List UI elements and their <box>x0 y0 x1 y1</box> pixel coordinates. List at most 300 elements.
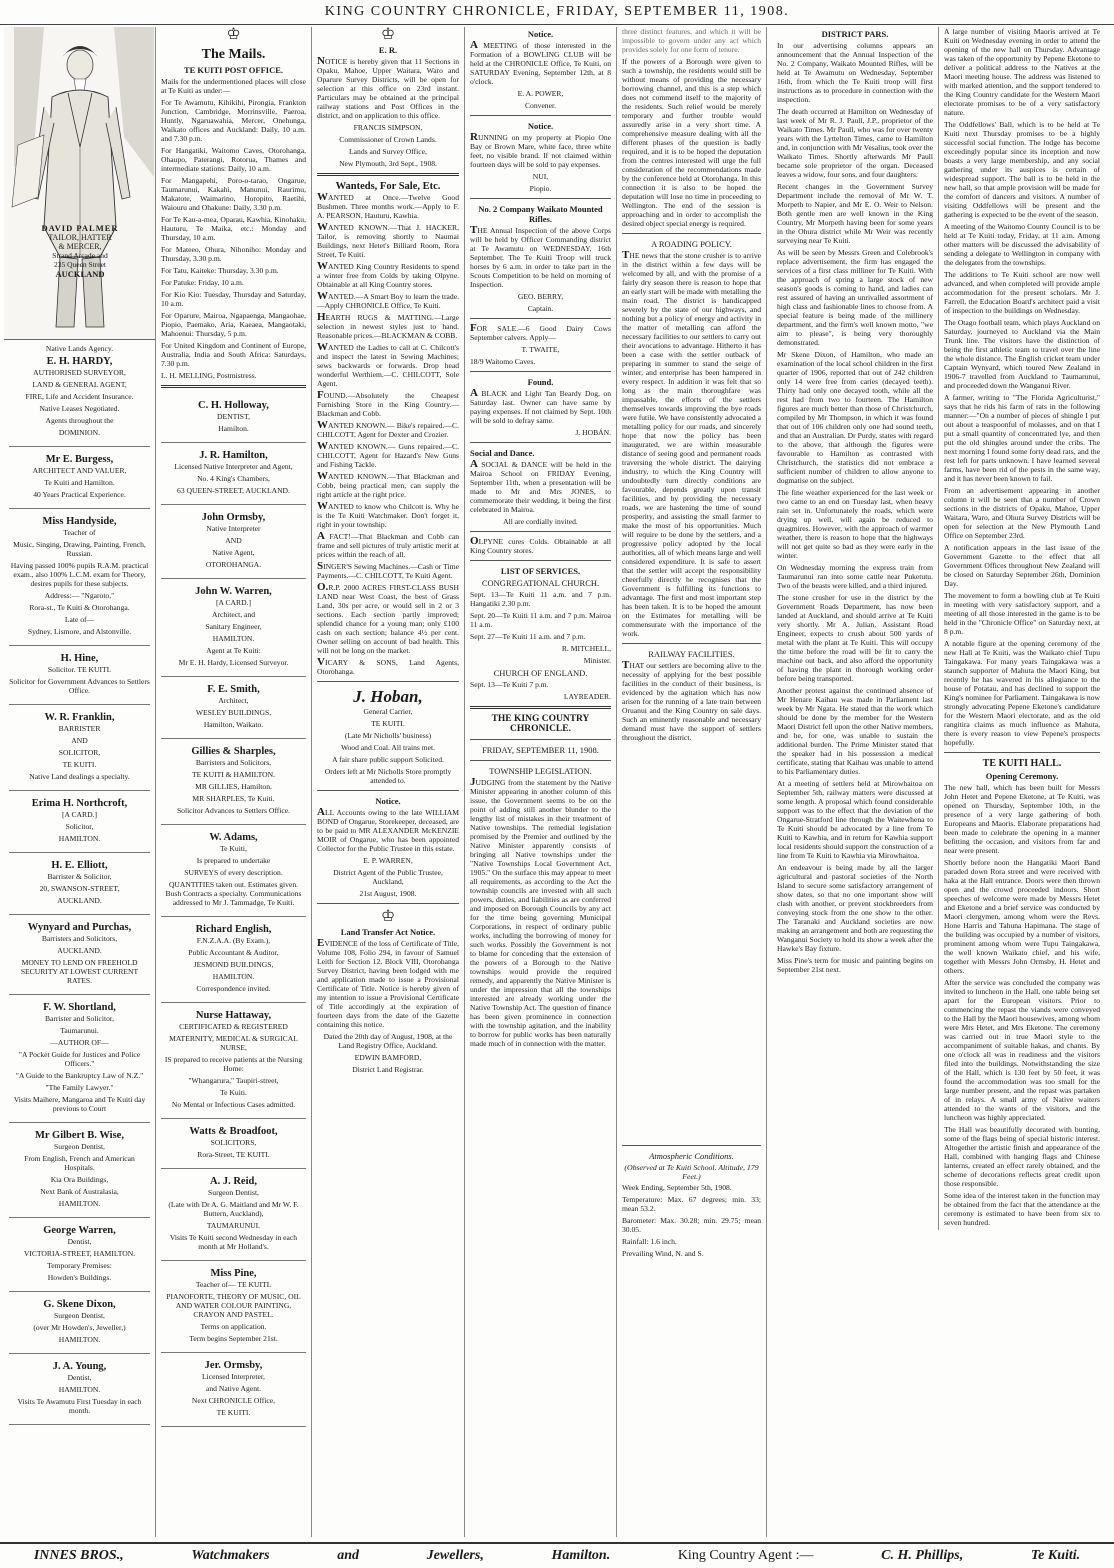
card-name: John W. Warren, <box>195 586 272 597</box>
card-line: (Late with Dr A. G. Maitland and Mr W. F. Buttern, Auckland), <box>168 1200 299 1218</box>
card-line: Barrister & Solicitor, <box>47 872 112 881</box>
paragraph: The Oddfellows' Ball, which is to be held at Te Kuiti next Thursday promises to be a highly successful social function. The lodge has become exceedingly popular since its inception and now boasts a very large membership, and any social gathering under its auspices is certain of widespread support. The ball is to be held in the new hall, so that ample provision will be made for the comfort of dancers and visitors. A number of visiting Oddfellows will be present and the gathering is expected to be the event of the season. <box>944 120 1100 219</box>
column-5 <box>617 27 767 1537</box>
professional-cards <box>9 340 150 1425</box>
business-card <box>161 393 306 443</box>
footer-agent-name: C. H. Phillips, <box>881 1548 964 1563</box>
business-card <box>161 917 306 1003</box>
card-name: Richard English, <box>195 924 272 935</box>
column-3 <box>312 27 465 1537</box>
business-card <box>161 443 306 505</box>
paragraph: In our advertising columns appears an announcement that the Annual Inspection of the No. 2 Company, Waikato Mounted Rifles, will be held at Te Awamutu on Wednesday, September 16th, from which the Te Kuiti troop will first instructions as to procedure in connection with the inspection. <box>777 41 933 104</box>
social-text: A SOCIAL & DANCE will be held in the Mairoa School on FRIDAY Evening, September 11th, when a presentation will be made to Mr and Mrs JONES, to commemorate their wedding, it being the first celebrated in Mairoa. <box>470 458 611 514</box>
tailor-line: & MERCER, <box>58 242 102 251</box>
card-line: Visits Maihere, Mangaroa and Te Kuiti day previous to Court <box>13 1095 146 1113</box>
card-line: AUCKLAND. <box>57 896 102 905</box>
business-card <box>9 646 150 705</box>
roading-title: A ROADING POLICY. <box>651 239 732 249</box>
card-name: Miss Handyside, <box>42 516 117 527</box>
business-card <box>161 1169 306 1261</box>
card-line: Barrister and Solicitor, <box>44 1014 115 1023</box>
card-line: CERTIFICATED & REGISTERED <box>179 1022 288 1031</box>
card-name: Nurse Hattaway, <box>195 1010 272 1021</box>
paragraph: WANTED KNOWN.—That J. HACKER, Tailor, is removing shortly to Naumai Buildings, next Hetet's Billiard Room, Rora Street, Te Kuiti. <box>317 221 459 259</box>
accounts-notice-signature <box>317 856 459 898</box>
card-name: H. Hine, <box>60 653 99 664</box>
paragraph: O.R.P. 2000 ACRES FIRST-CLASS BUSH LAND near West Coast, the best of Grass Land, 30s per acre, or would sell in 2 or 3 sections. Each section partly improved; splendid chance for a young man; only £100 cash on each section; balance 4½ per cent. Owner selling on account of bad health. This will not be long on the market. <box>317 581 459 655</box>
social-invite: All are cordially invited. <box>503 517 578 526</box>
paragraph: For Patuke: Friday, 10 a.m. <box>161 278 244 287</box>
signature: Convener. <box>524 101 556 110</box>
tailor-line: 235 Queen Street <box>53 260 107 269</box>
card-line: TE KUITI. <box>62 760 97 769</box>
bowling-notice-title: Notice. <box>527 29 554 39</box>
card-name: G. Skene Dixon, <box>43 1299 116 1310</box>
card-line: Te Kuiti and Hamilton. <box>44 478 115 487</box>
card-line: Teacher of <box>63 528 96 537</box>
card-line: MR SHARPLES, Te Kuiti. <box>192 794 275 803</box>
signature: T. TWAITE, <box>521 345 560 354</box>
card-line: Solicitor. TE KUITI. <box>47 665 112 674</box>
atmospheric-line: Barometer: Max. 30.28; min. 29.75; mean 30.05. <box>622 1216 761 1234</box>
card-line: Agents throughout the <box>45 416 114 425</box>
crest-icon: ♔ <box>226 27 241 43</box>
congregational-title: CONGREGATIONAL CHURCH. <box>481 578 600 588</box>
card-line: TE KUITI. <box>216 1408 251 1417</box>
card-line: MONEY TO LEND ON FREEHOLD SECURITY AT LOWEST CURRENT RATES. <box>20 958 139 985</box>
paragraph: A meeting of the Waitomo County Council is to be held at Te Kuiti today, Friday, at 11 a.m. Among other matters will be discussed the advisability of sending a delegate to Wellington in company with the delegates from the townships. <box>944 222 1100 267</box>
paragraph: A notification appears in the last issue of the Government Gazette to the effect that all Government Offices throughout New Zealand will be closed on Saturday September 26th, Dominion Day. <box>944 543 1100 588</box>
paragraph: The Hall was beautifully decorated with bunting, some of the flags being of special historic interest. Altogether the artistic finish and appearance of the Hall, combined with hanging flags and Chinese lanterns, created an effect rarely obtained, and the scheme of decorations reflects great credit upon those responsible. <box>944 1125 1100 1188</box>
paragraph: For Te Kau-a-mea, Oparau, Kawhia, Kinohaku, Hauturu, Te Maika, etc.: Monday and Thursday, 10 a.m. <box>161 215 306 242</box>
card-line: Solicitor for Government Advances to Settlers Office. <box>9 677 150 695</box>
district-pars-left <box>772 27 939 1230</box>
signature: GEO. BERRY, <box>517 292 564 301</box>
land-notice-signature <box>317 123 459 168</box>
running-notice-text: RUNNING on my property at Piopio One Bay or Brown Mare, white face, three white feet, no visible brand. If not claimed within fourteen days will be sold to pay expenses. <box>470 131 611 169</box>
business-card <box>161 505 306 579</box>
card-name: F. W. Shortland, <box>43 1002 116 1013</box>
column-2 <box>156 27 312 1537</box>
card-line: Solicitor Advances to Settlers Office. <box>176 806 291 815</box>
mails-list <box>161 77 306 380</box>
card-name: J. A. Young, <box>52 1361 107 1372</box>
faded-text-area <box>622 745 761 1140</box>
paragraph: As will be seen by Messrs Green and Colebrook's replace advertisement, the firm has engaged the services of a first class milliner for Te Kuiti. With the approach of spring a large stock of new season's goods is coming to hand, and ladies can rest assured of having an unrivalled assortment of high class and fashionable lines to choose from. A special feature is being made of the millinery department, and the firm's well known motto, "we aim to please", is being very thoroughly demonstrated. <box>777 248 933 347</box>
tailor-ad-text <box>4 223 156 279</box>
card-line: "A Pocket Guide for Justices and Police Officers." <box>18 1050 141 1068</box>
paragraph: On Wednesday morning the express train from Taumarunui ran into some cattle near Puketutu. Two of the beasts were killed, and a third injured. <box>777 563 933 590</box>
paragraph: 21st August, 1908. <box>359 889 417 898</box>
paragraph: SINGER'S Sewing Machines.—Cash or Time Payments.—C. CHILCOTT, Te Kuiti Agent. <box>317 560 459 580</box>
card-name: W. Adams, <box>209 832 258 843</box>
business-card <box>9 853 150 915</box>
transfer-notice-text: EVIDENCE of the loss of Certificate of Title, Volume 108, Folio 294, in favour of Samuel Leith for Section 12, Block VIII, Otorohanga Survey District, having been lodged with me and application made to issue a Provisional Certificate of Title. Notice is hereby given of my intention to issue a Provisional Certificate of Title accordingly at the expiration of fourteen days from the date of the Gazette containing this notice. <box>317 937 459 1029</box>
card-line: No. 4 King's Chambers, <box>197 474 270 483</box>
card-name: Gillies & Sharples, <box>191 746 276 757</box>
card-line: Te Kuiti. <box>220 1088 247 1097</box>
card-name: Erima H. Northcroft, <box>31 798 128 809</box>
paragraph: New Plymouth, 3rd Sept., 1908. <box>339 159 437 168</box>
district-pars-title: DISTRICT PARS. <box>821 29 889 39</box>
card-line: JESMOND BUILDINGS, <box>193 960 274 969</box>
footer-agent-town: Te Kuiti. <box>1030 1548 1081 1563</box>
bowling-notice-text: A MEETING of those interested in the Formation of a BOWLING CLUB will be held at the CHRONICLE Office, Te Kuiti, on SATURDAY Evening, September 12th, at 8 o'clock. <box>470 39 611 86</box>
divider <box>317 790 459 791</box>
card-name: A. J. Reid, <box>210 1176 257 1187</box>
card-line: Mr E. H. Hardy, Licensed Surveyor. <box>178 658 289 667</box>
paragraph: WANTED to know who Chilcott is. Why he is the Te Kuiti Watchmaker. Don't forget it, right in your township. <box>317 500 459 529</box>
card-line: Visits Te Kuiti second Wednesday in each month at Mr Holland's. <box>169 1233 298 1251</box>
hall-subtitle: Opening Ceremony. <box>985 771 1059 781</box>
business-card <box>9 340 150 447</box>
paragraph: From an advertisement appearing in another column it will be seen that a number of Crown sections in the districts of Opaku, Mahoe, Upper Waitara, Waro, and Ohura Survey Districts will be open for selection at the New Plymouth Land Office on September 23rd. <box>944 486 1100 540</box>
signature: 18/9 Waitomo Caves. <box>470 357 536 366</box>
business-card <box>9 915 150 995</box>
atmospheric-line: Prevailing Wind, N. and S. <box>622 1249 704 1258</box>
card-name: J. R. Hamilton, <box>199 450 268 461</box>
service-line: Sept. 20—Te Kuiti 11 a.m. and 7 p.m. Mairoa 11 a.m. <box>470 611 611 629</box>
card-line: Native Land dealings a specialty. <box>29 772 130 781</box>
leader-continued: three distinct features, and which it will be impossible to govern under any act which provides solely for one form of tenure. <box>622 27 761 54</box>
card-line: Term begins September 21st. <box>189 1334 278 1343</box>
card-line: BARRISTER <box>58 724 101 733</box>
column-6 <box>767 27 1110 1537</box>
card-line: "A Guide to the Bankruptcy Law of N.Z." <box>15 1071 144 1080</box>
business-card <box>161 1119 306 1169</box>
hoban-name: J. Hoban, <box>353 687 423 706</box>
card-line: WESLEY BUILDINGS, <box>195 708 272 717</box>
card-name: George Warren, <box>43 1225 116 1236</box>
footer-word: Jewellers, <box>426 1548 484 1563</box>
card-line: Having passed 100% pupils R.A.M. practical exam., also 100% L.C.M. exam for Theory, desires pupils for these subjects. <box>10 561 149 588</box>
paragraph: L. H. MELLING, Postmistress. <box>161 371 257 380</box>
paragraph: The movement to form a bowling club at Te Kuiti in meeting with very satisfactory support, and a meeting of all those interested in the game is to be held in the "Chronicle Office" on Saturday next, at 8 p.m. <box>944 591 1100 636</box>
card-line: MR GILLIES, Hamilton. <box>195 782 272 791</box>
divider <box>317 681 459 682</box>
paragraph: Commissioner of Crown Lands. <box>339 135 437 144</box>
card-line: TAUMARUNUI. <box>206 1221 261 1230</box>
card-line: No Mental or Infectious Cases admitted. <box>171 1100 296 1109</box>
card-line: DOMINION. <box>58 428 101 437</box>
card-line: SOLICITOR, <box>58 748 101 757</box>
notice-heading: E. R. <box>378 45 398 55</box>
paragraph: The Otago football team, which plays Auckland on Saturday, journeyed to Auckland via the Main Trunk line. The visitors have the distinction of being the first athletic team to travel over the line the whole distance. The English cricket team under Captain Wynyard, which toured New Zealand in 1906-7 travelled from Auckland to Taumarunui, and proceeded down the Wanganui River. <box>944 318 1100 390</box>
card-line: Is prepared to undertake <box>196 856 271 865</box>
district-pars-right <box>939 27 1105 1230</box>
paragraph: A notable figure at the opening ceremony of the new Hall at Te Kuiti, was the Waikato chief Tupu Taingakawa. For many years Taingakawa was a staunch supporter of Mahuta the Maori King, but recently he has wavered in his allegiance to the house of Potatau, and has declined to support the King's nominee for Parliament. Taingakawa is now strongly advocating Pepene Eketone's candidature for the Western Maori electorate, and as the old rangitira claims as much influence as Mahuta, there is every reason to view Pepene's prospects hopefully. <box>944 639 1100 747</box>
mails-title: The Mails. <box>201 47 266 62</box>
card-line: MATERNITY, MEDICAL & SURGICAL NURSE, <box>169 1034 298 1052</box>
roading-text: THE news that the stone crusher is to arrive in the district within a few days will be welcomed by all, and with the promise of a fairly dry season there is reason to hope that an early start will be made with metalling the main road. The district is handicapped severely by the state of our highways, and nothing but a policy of energy and activity in the matter of metalling can afford the necessary facilities to our settlers to carry out their avocations to advantage. Hitherto it has been a case with the settler outback of preparing in summer to stand the seige of winter, and enterprise has been hampered in every respect. In addition it was felt that so long as the main thoroughfare was impassable, the efforts of the settlers themselves towards improving the bye roads were futile. We have consistently advocated a metalling policy for our roads, and sincerely hope that now the policy has been inaugurated, we are within measurable distance of seeing good and permanent roads traversing the whole district. The dairying industry, to which the King Country will undoubtedly turn directly conditions are favourable, depends greatly upon transit facilities, and by providing the necessary roads, we are hastening the time of sound prosperity, and assisting the small farmer to make the most of his opportunities. Much will require to be done by the settlers, and a progressive policy adopted by the local authorities, all of which means large and well considered expenditure. It is safe to assert that the settler will accept the responsibility cheerfully directly he recognises that the Government is fulfilling its functions to advantage. The first and most important step has been taken. It is to be hoped the amount on the Estimates for metalling will be commensurate with the importance of the work. <box>622 249 761 638</box>
footer-word: Hamilton. <box>551 1548 611 1563</box>
card-line: "The Family Lawyer." <box>45 1083 114 1092</box>
tailor-line: AUCKLAND <box>55 269 105 279</box>
for-sale-text: FOR SALE.—6 Good Dairy Cows September calvers. Apply— <box>470 322 611 342</box>
card-line: IS prepared to receive patients at the Nursing Home: <box>164 1055 303 1073</box>
card-line: SURVEYS of every description. <box>184 868 283 877</box>
card-name: F. E. Smith, <box>207 684 260 695</box>
paragraph: For Kio Kio: Tuesday, Thursday and Saturday, 10 a.m. <box>161 290 306 308</box>
card-line: 20, SWANSON-STREET, <box>39 884 120 893</box>
footer-word: Watchmakers <box>191 1548 270 1563</box>
card-line: Surgeon Dentist, <box>208 1188 259 1197</box>
paragraph: WANTED KNOWN.— Bike's repaired.—C. CHILCOTT, Agent for Dexter and Crozier. <box>317 419 459 439</box>
paragraph: Shortly before noon the Hangatiki Maori Band paraded down Rora street and were received with haka at the Hall entrance. Doors were then thrown open and the crowd proceeded indoors. Short speeches of welcome were made by Messrs Hetet and Eketone and a brief service was conducted by Maori clergymen, among whom were the Revs. Hone Harris and Tahuna Hapimana. The stage of the building was occupied by a number of visitors, prominent among whom were Tupu Taingakawa, the well known Waikato chief, and his wife, together with Messrs John Ormsby, H. Hetet and others. <box>944 858 1100 975</box>
card-line: HAMILTON. <box>212 634 255 643</box>
paragraph: FRANCIS SIMPSON, <box>353 123 423 132</box>
mails-subtitle: TE KUITI POST OFFICE. <box>183 65 284 75</box>
business-card <box>161 739 306 825</box>
leader-title: TOWNSHIP LEGISLATION. <box>489 766 592 776</box>
business-card <box>9 447 150 509</box>
paragraph: The additions to Te Kuiti school are now well advanced, and when completed will provide ample accommodation for the present scholars. Mr J. Farrell, the Education Board's architect paid a visit of inspection to the buildings on Wednesday. <box>944 270 1100 315</box>
card-name: Mr Gilbert B. Wise, <box>35 1130 124 1141</box>
card-line: Surgeon Dentist, <box>54 1311 105 1320</box>
card-line: DENTIST, <box>217 412 250 421</box>
paragraph: Some idea of the interest taken in the function may be obtained from the fact that the attendance at the ceremony is estimated to have been from six to seven hundred. <box>944 1191 1100 1227</box>
card-line: Correspondence invited. <box>196 984 271 993</box>
card-line: Visits Te Awamutu First Tuesday in each month. <box>17 1397 142 1415</box>
footer-advert <box>0 1542 1114 1568</box>
railway-title: RAILWAY FACILITIES. <box>648 649 735 659</box>
tailor-illustration <box>4 27 156 339</box>
footer-firm: INNES BROS., <box>33 1548 124 1563</box>
paper-title: THE KING COUNTRY CHRONICLE. <box>491 714 590 734</box>
card-line: [A CARD.] <box>215 598 252 607</box>
hoban-details <box>317 707 459 785</box>
signature: Minister. <box>583 656 611 665</box>
paragraph: For Te Awamutu, Kihikihi, Pirongia, Frankton Junction, Cambridge, Morrinsville, Paeroa, Huntly, Ngaruawahia, Mercer, Onehunga, Waikato offices and Auckland: Daily, 10 a.m. and 7.30 p.m. <box>161 98 306 143</box>
card-name: Watts & Broadfoot, <box>189 1126 278 1137</box>
card-line: AUTHORISED SURVEYOR, <box>33 368 126 377</box>
card-line: Architect, <box>218 696 249 705</box>
transfer-notice-title: Land Transfer Act Notice. <box>340 927 436 937</box>
accounts-notice-title: Notice. <box>375 796 401 806</box>
card-line: ARCHITECT AND VALUER, <box>32 466 127 475</box>
paragraph: General Carrier, <box>363 707 413 716</box>
signature: Captain. <box>527 304 554 313</box>
business-card <box>161 677 306 739</box>
paragraph: Dated the 20th day of August, 1908, at the Land Registry Office, Auckland. <box>323 1032 453 1050</box>
card-line: Dentist, <box>67 1237 92 1246</box>
card-line: Rora-st., Te Kuiti & Otorohanga. <box>29 603 130 612</box>
card-line: HAMILTON. <box>58 1385 101 1394</box>
card-line: Solicitor, <box>65 822 94 831</box>
column-1 <box>4 27 156 1537</box>
tailor-name: DAVID PALMER <box>41 223 119 233</box>
card-line: 63 QUEEN-STREET, AUCKLAND. <box>177 486 290 495</box>
wanteds-title: Wanteds, For Sale, Etc. <box>335 181 441 192</box>
card-line: From English, French and American Hospitals. <box>24 1154 135 1172</box>
business-card <box>9 1354 150 1425</box>
paragraph: EDWIN BAMFORD, <box>354 1053 422 1062</box>
crest-icon: ♔ <box>380 27 396 43</box>
card-line: —AUTHOR OF— <box>50 1038 109 1047</box>
paper-date: FRIDAY, SEPTEMBER 11, 1908. <box>482 745 599 755</box>
paragraph: District Land Registrar. <box>352 1065 424 1074</box>
card-line: OTOROHANGA. <box>205 560 262 569</box>
paragraph: At a meeting of settlers held at Mirowhaitoa on September 5th, railway matters were discussed at some length. A proposal which found considerable support was to the effect that the deviation of the Ongarue-Stratford line through the Waitewhena to Te Kuiti should be advocated by a line from Te Kuiti to Kawhia, and in return for Kawhia support local residents should support the construction of a line from Te Kuiti to Kawhia via Mirowhaitoa. <box>777 779 933 860</box>
card-line: Temporary Premises: <box>47 1261 112 1270</box>
land-notice <box>317 57 459 120</box>
paragraph: A fair share public support Solicited. <box>332 755 444 764</box>
card-line: Music, Singing, Drawing, Painting, French, Russian. <box>13 540 146 558</box>
service-line: Sept. 27—Te Kuiti 11 a.m. and 7 p.m. <box>470 632 586 641</box>
paragraph: Mails for the undermentioned places will close at Te Kuiti as under:— <box>161 77 306 95</box>
card-line: HAMILTON. <box>58 834 101 843</box>
business-card <box>9 1218 150 1292</box>
church-of-england-title: CHURCH OF ENGLAND. <box>493 668 588 678</box>
atmospheric-week: Week Ending, September 5th, 1908. <box>622 1183 732 1192</box>
district-pars-list <box>944 27 1100 747</box>
paragraph: For Tatu, Kaiteke: Thursday, 3.30 p.m. <box>161 266 279 275</box>
crest-icon: ♔ <box>380 908 396 925</box>
card-line: Public Accountant & Auditor, <box>188 948 279 957</box>
card-line: Sydney, Lismore, and Alstonville. <box>27 627 132 636</box>
card-name: E. H. HARDY, <box>46 356 113 367</box>
railway-text: THAT our settlers are becoming alive to the necessity of applying for the best possible facilities in the conduct of their business, is evidenced by the agitation which has now arisen for the running of a late train between Oruanui and the King Country on sale days. Such an eminently reasonable and necessary demand must have the support of settlers throughout the district. <box>622 659 761 742</box>
paragraph: WANTED King Country Residents to spend a winter free from Colds by taking Olpyne. Obtainable at all King Country stores. <box>317 260 459 289</box>
found-title: Found. <box>527 377 554 387</box>
paragraph: FOUND.—Absolutely the Cheapest Furnishing Store in the King Country.—Blackman and Cobb. <box>317 389 459 418</box>
paragraph: After the service was concluded the company was invited to luncheon in the Hall, one table being set apart for the European visitors. Prior to commencing the repast the viands were conveyed to the Hall by the Maori housewives, among whom were Mrs Hetet, and Mrs Eketone. The ceremony was carried out in true Maori style to the accompaniment of suitable hakas, and chants. By one o'clock all was in readiness and the visitors filed into the buildings. Notwithstanding the size of the Hall, which is 130 feet by 50 feet, it was found the accommodation was too small for the large number present, and the repast was partaken of in relays. A small army of Native waiters attended to the wants of the visitors, and the luncheon was highly appreciated. <box>944 978 1100 1122</box>
paragraph: WANTED at Once.—Twelve Good Bushmen. Three months work.—Apply to F. A. PEARSON, Hauturu, Kawhia. <box>317 191 459 220</box>
card-name: Wynyard and Purchas, <box>27 922 132 933</box>
paragraph: The stone crusher for use in the district by the Government Roads Department, has now been landed at Auckland, and should arrive at Te Kuiti very shortly. Mr A. Julian, Assistant Road Engineer, expects to crush about 500 yards of metal with the plant at Te Kuiti. This will occupy the time before the road will be fit to carry the machine out back, and also afford the opportunity of having the plant in thorough working order before being transported. <box>777 593 933 683</box>
district-pars-list <box>777 41 933 974</box>
social-title: Social and Dance. <box>470 448 535 458</box>
card-line: Terms on application. <box>200 1322 267 1331</box>
paragraph: For Hangatiki, Waitomo Caves, Otorohanga, Ohaupo, Paterangi, Rotorua, Thames and intermediate stations: Daily, 10 a.m. <box>161 146 306 173</box>
signature: Piopio. <box>529 184 552 193</box>
transfer-notice-signature <box>317 1032 459 1074</box>
rifles-title: No. 2 Company Waikato Mounted Rifles. <box>478 204 603 224</box>
business-card <box>9 791 150 853</box>
card-line: and Native Agent. <box>205 1384 262 1393</box>
signature: J. HOBÁN. <box>575 428 611 437</box>
paragraph: WANTED.—A Smart Boy to learn the trade.—Apply CHRONICLE Office, Te Kuiti. <box>317 290 459 310</box>
card-line: HAMILTON. <box>58 1199 101 1208</box>
card-line: Dentist, <box>67 1373 92 1382</box>
card-line: Te Kuiti, <box>220 844 247 853</box>
atmospheric-line: Temperature: Max. 67 degrees; min. 33; mean 53.2. <box>622 1195 761 1213</box>
accounts-notice-text: ALL Accounts owing to the late WILLIAM BOND of Ongarue, Storekeeper, deceased, are to be paid to MR ALEXANDER McKENZIE MOIR of Ongarue, who has been appointed Collector for the Public Trustee in this estate. <box>317 806 459 853</box>
paragraph: WANTED KNOWN.—That Blackman and Cobb, being practical men, can supply the right article at the right price. <box>317 470 459 499</box>
paragraph: A farmer, writing to "The Florida Agriculturist," says that he rids his farm of rats in the following manner:—"On a number of pieces of shingle I put out about a teaspoonful of molasses, and on that I put a small quantity of concentrated lye, and then put the old shingles around under the cribs. The next morning I found some forty dead rats, and the rest left for parts unknown. I have learned several farms, have been rid of the pests in the same way, and it has never been known to fail. <box>944 393 1100 483</box>
divider <box>317 903 459 904</box>
divider <box>161 385 306 388</box>
footer-agent-label: King Country Agent :— <box>677 1548 814 1563</box>
card-line: Address:— "Ngaroto," <box>44 591 115 600</box>
tailor-line: TAILOR, HATTER <box>48 233 112 242</box>
card-line: (over Mr Howden's, Jeweller,) <box>33 1323 126 1332</box>
card-line: 40 Years Practical Experience. <box>33 490 126 499</box>
paragraph: WANTED the Ladies to call at C. Chilcott's and inspect the latest in Sewing Machines; sews backwards or forwards. Drop head wonderful Werthiem.—C. CHILCOTT, Sole Agent. <box>317 341 459 388</box>
paragraph: Lands and Survey Office, <box>349 147 427 156</box>
tailor-line: Strand Arcade and <box>52 251 108 260</box>
paragraph: (Late Mr Nicholls' business) <box>344 731 432 740</box>
card-line: HAMILTON. <box>58 1335 101 1344</box>
card-name: Miss Pine, <box>210 1268 257 1279</box>
card-line: AND <box>71 736 88 745</box>
card-line: Late of— <box>64 615 95 624</box>
card-line: Native Leases Negotiated. <box>39 404 120 413</box>
card-line: Barristers and Solicitors, <box>41 934 118 943</box>
business-card <box>161 1261 306 1353</box>
paragraph: Wood and Coal. All trains met. <box>340 743 436 752</box>
card-line: LAND & GENERAL AGENT, <box>32 380 127 389</box>
card-line: FIRE, Life and Accident Insurance. <box>25 392 134 401</box>
paragraph: An endeavour is being made by all the larger agricultural and pastoral societies of the North Island to secure some satisfactory arrangement of show dates, so that no one important show will clash with another, or prevent stockbreeders from conveying stock from the one show to the other. The Taranaki and Auckland societies are now making an arrangement and both are requesting the Wanganui Society to hold its show a week after the Hawke's Bay fixture. <box>777 863 933 953</box>
masthead: KING COUNTRY CHRONICLE, FRIDAY, SEPTEMBER 11, 1908. <box>0 0 1114 25</box>
card-line: QUANTITIES taken out. Estimates given. Bush Contracts a specialty. Communications addressed to Mr J. Tammadge, Te Kuiti. <box>165 880 302 907</box>
card-name: John Ormsby, <box>201 512 266 523</box>
paragraph: Recent changes in the Government Survey Department include the removal of Mr W. T. Morpeth to Napier, and Mr E. O. Weir to Nelson. Both gentle men are well known in the King Country, Mr Morpeth having been for some years in the Ohura district while Mr Weir was recently surveying near Te Kuiti. <box>777 182 933 245</box>
signature: E. A. POWER, <box>517 89 564 98</box>
hall-article <box>944 783 1100 1227</box>
services-title: LIST OF SERVICES. <box>500 566 581 576</box>
card-line: Next CHRONICLE Office, <box>191 1396 276 1405</box>
card-line: PIANOFORTE, THEORY OF MUSIC, OIL AND WATER COLOUR PAINTING, CRAYON AND PASTEL. <box>166 1292 301 1319</box>
card-name: Jer. Ormsby, <box>204 1360 263 1371</box>
card-line: Next Bank of Australasia, <box>40 1187 119 1196</box>
paragraph: E. P. WARREN, <box>363 856 413 865</box>
tailor-advertisement <box>4 27 155 340</box>
column-4 <box>465 27 617 1537</box>
leader-continued: If the powers of a Borough were given to such a township, the residents would still be without means of providing the necessary borrowing channel, and this is a step which does not commend itself to the majority of the residents. Such relief would be merely temporary and further trouble would assuredly arise in a very short time. A comprehensive measure dealing with all the different phases of the question is badly required, and it is to be hoped the deputation from the centres interested will urge the full consideration of the recommendations made by the conference held at Otorohanga. In this connection it is also to be hoped the deputation will lose no time in proceeding to Wellington. The end of the session is approaching and in order to accomplish the desired object special energy is required. <box>622 57 761 228</box>
card-line: [A CARD.] <box>61 810 98 819</box>
card-line: AUCKLAND. <box>57 946 102 955</box>
footer-word: and <box>337 1548 360 1563</box>
card-line: Howden's Buildings. <box>47 1273 112 1282</box>
card-line: Architect, and <box>211 610 255 619</box>
card-name: C. H. Holloway, <box>198 400 269 411</box>
business-card <box>9 995 150 1123</box>
paragraph: HEARTH RUGS & MATTING.—Large selection in newest styles just to hand. Reasonable prices.—BLACKMAN & COBB. <box>317 311 459 340</box>
paragraph: The new hall, which has been built for Messrs John Hetet and Pepene Eketone, at Te Kuiti, was opened on Thursday, September 10th, in the presence of a very large gathering of both Europeans and Maoris. Elaborate preparations had been made to celebrate the opening in a manner befitting the occasion, and visitors from far and near were present. <box>944 783 1100 855</box>
found-text: A BLACK and Light Tan Beardy Dog, on Saturday last. Owner can have same by paying expenses. If not claimed by Sept. 10th will be sold to defray same. <box>470 387 611 425</box>
paragraph: TE KUITI. <box>371 719 405 728</box>
business-card <box>9 705 150 791</box>
service-line: Sept. 13—Te Kuiti 7 p.m. <box>470 680 549 689</box>
paragraph: A FACT!—That Blackman and Cobb can frame and sell pictures of truly artistic merit at prices within the reach of all. <box>317 530 459 559</box>
card-line: Hamilton. <box>218 424 249 433</box>
leader-text: JUDGING from the statement by the Native Minister appearing in another column of this issue, the Government seems to be on the point of adding still another blunder to the lengthy list of mistakes in their treatment of Native townships. The remedial legislation promised by the Premier and outlined by the Native Minister apparently consists of bringing all Native townships under the "Native Townships Local Government Act, 1905." On the surface this may appear to meet all requirements, as according to the Act the township councils are invested with all such powers, duties, and liabilities as are conferred and imposed on Borough Councils by any act for the time being governing Municipal Corporations, in respect of ordinary public works, including the borrowing of money for such works. Possibly the Government is not to blame for conceding that the extension of the powers of a Borough to the Native townships would provide the required remedy, and apparently the Native Minister is under the impression that all the townships interested are already working under the Native Township Act. The question of finance has been given prominence in connection with the township agitation, and the inability to borrow for public works has been naturally made much of in connection with the matter. <box>470 776 611 1048</box>
card-line: "Whangarura," Taupiri-street, <box>188 1076 279 1085</box>
card-line: Agent at Te Kuiti: <box>206 646 261 655</box>
card-line: Licensed Interpreter, <box>202 1372 265 1381</box>
business-card <box>9 1292 150 1354</box>
paragraph: For Mangapehi, Poro-o-tarao, Ongarue, Taumarunui, Kakahi, Manunui, Raurimu, Makatote, Waimarino, Horopito, Raetihi, Waiouru and Ohakune: Daily, 3.30 p.m. <box>161 176 306 212</box>
paragraph: Mr Skene Dixon, of Hamilton, who made an examination of the local school children in the first quarter of 1906, reported that out of 242 children only 14 were free from caries (decayed teeth). Thirty had only one decayed tooth, while all the rest had from two to fourteen. The Hamilton figures are much better than those of Christchurch, compiled by Mr Thompson, in which it was found that out of 106 children only one had sound teeth, and that an Australian. Dr Purdy, states with regard to the above, that although the figures were favourable to Hamilton as contrasted with Christchurch, the statistics did not embrace a sufficient number of children to allow anyone to dogmatise on the subject. <box>777 350 933 485</box>
business-card <box>161 579 306 677</box>
card-line: Surgeon Dentist, <box>54 1142 105 1151</box>
signature: NUI, <box>532 172 549 181</box>
business-card <box>9 1123 150 1218</box>
card-name: W. R. Franklin, <box>44 712 115 723</box>
divider <box>317 173 459 176</box>
paragraph: WANTED KNOWN.— Guns repaired.—C. CHILCOTT, Agent for Hazard's New Guns and Fishing Tackle. <box>317 440 459 469</box>
card-heading: Native Lands Agency. <box>45 344 114 353</box>
card-name: Mr E. Burgess, <box>45 454 114 465</box>
business-card <box>161 1353 306 1427</box>
card-line: Teacher of— TE KUITI. <box>195 1280 272 1289</box>
card-line: VICTORIA-STREET, HAMILTON. <box>23 1249 136 1258</box>
paragraph: For Mateeo, Ohura, Nihoniho: Monday and Thursday, 3.30 p.m. <box>161 245 306 263</box>
business-card <box>161 825 306 917</box>
card-line: Kia Ora Buildings, <box>50 1175 109 1184</box>
